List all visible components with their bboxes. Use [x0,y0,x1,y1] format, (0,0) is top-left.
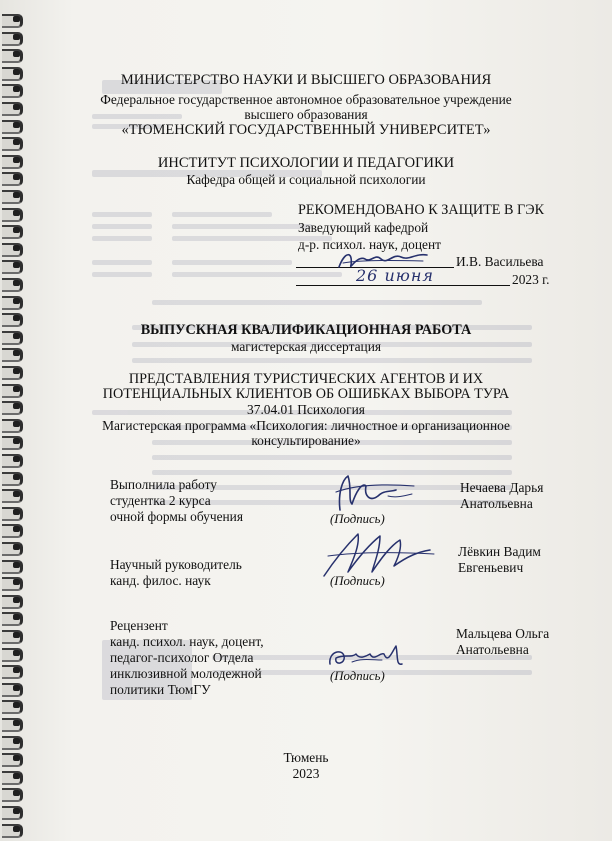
city: Тюмень [283,750,329,765]
binding-hole [13,597,20,603]
approval-date-handwritten: 26 июня [356,266,434,285]
binding-hole [13,298,20,304]
binding-hole [13,280,20,286]
binding-hole [13,16,20,22]
binding-hole [13,526,20,532]
approval-date-line [296,285,510,286]
binding-hole [13,650,20,656]
approval-year: 2023 г. [512,272,550,287]
reviewer-label-line3: педагог-психолог Отдела [110,650,254,665]
student-name-line2: Анатольевна [460,496,533,511]
student-signature-label: (Подпись) [330,512,385,526]
reviewer-label-line1: Рецензент [110,618,168,633]
binding-hole [13,262,20,268]
binding-hole [13,315,20,321]
binding-hole [13,456,20,462]
binding-hole [13,720,20,726]
binding-hole [13,685,20,691]
thesis-title-line2: ПОТЕНЦИАЛЬНЫХ КЛИЕНТОВ ОБ ОШИБКАХ ВЫБОРА ТУРА [102,386,510,402]
binding-hole [13,790,20,796]
program-line1: Магистерская программа «Психология: личностное и организационное [102,418,510,433]
thesis-title-line1: ПРЕДСТАВЛЕНИЯ ТУРИСТИЧЕСКИХ АГЕНТОВ И ИХ [128,371,484,387]
work-subtype: магистерская диссертация [230,339,382,354]
approval-role: Заведующий кафедрой [298,220,429,235]
specialty-code: 37.04.01 Психология [247,402,365,417]
department-name: Кафедра общей и социальной психологии [186,172,426,187]
binding-hole [13,139,20,145]
binding-hole [13,808,20,814]
binding-hole [13,632,20,638]
ministry-title: МИНИСТЕРСТВО НАУКИ И ВЫСШЕГО ОБРАЗОВАНИЯ [120,72,492,88]
reviewer-name-line2: Анатольевна [456,642,529,657]
reviewer-signature-label: (Подпись) [330,669,385,683]
federal-institution-line1: Федеральное государственное автономное образовательное учреждение [100,92,512,107]
binding-hole [13,227,20,233]
binding-hole [13,34,20,40]
student-label-line3: очной формы обучения [110,509,244,524]
reviewer-name-line1: Мальцева Ольга [456,626,550,641]
student-signature [318,470,418,516]
supervisor-name-line1: Лёвкин Вадим [458,544,541,559]
binding-hole [13,614,20,620]
binding-hole [13,702,20,708]
binding-hole [13,826,20,832]
approval-title: РЕКОМЕНДОВАНО К ЗАЩИТЕ В ГЭК [298,202,545,218]
institute-name: ИНСТИТУТ ПСИХОЛОГИИ И ПЕДАГОГИКИ [157,155,455,171]
reviewer-label-line4: инклюзивной молодежной [110,666,262,681]
binding-hole [13,245,20,251]
binding-hole [13,210,20,216]
binding-hole [13,51,20,57]
approval-name: И.В. Васильева [456,254,544,269]
supervisor-label-line1: Научный руководитель [110,557,242,572]
binding-hole [13,544,20,550]
binding-hole [13,491,20,497]
binding-hole [13,667,20,673]
supervisor-name-line2: Евгеньевич [458,560,524,575]
binding-hole [13,192,20,198]
reviewer-label-line5: политики ТюмГУ [110,682,211,697]
student-label-line2: студентка 2 курса [110,493,211,508]
reviewer-label-line2: канд. психол. наук, доцент, [110,634,264,649]
binding-hole [13,474,20,480]
year: 2023 [292,766,320,781]
program-line2: консультирование» [251,433,361,448]
binding-hole [13,738,20,744]
approval-degree: д-р. психол. наук, доцент [298,237,441,252]
student-name-line1: Нечаева Дарья [460,480,544,495]
student-label-line1: Выполнила работу [110,477,217,492]
supervisor-signature-label: (Подпись) [330,574,385,588]
supervisor-label-line2: канд. филос. наук [110,573,211,588]
federal-institution-line2: высшего образования [244,107,368,122]
work-type: ВЫПУСКНАЯ КВАЛИФИКАЦИОННАЯ РАБОТА [140,322,472,338]
binding-hole [13,509,20,515]
binding-hole [13,579,20,585]
university-name: «ТЮМЕНСКИЙ ГОСУДАРСТВЕННЫЙ УНИВЕРСИТЕТ» [121,122,491,138]
binding-hole [13,562,20,568]
